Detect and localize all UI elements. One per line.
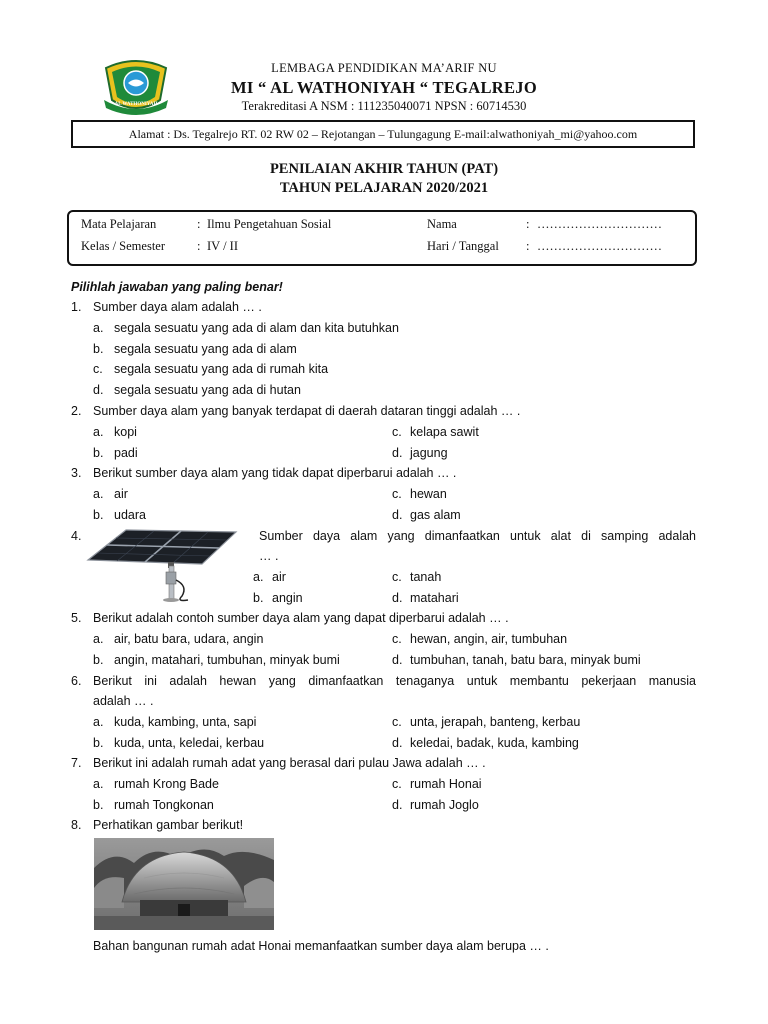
name-colon: :	[526, 217, 530, 231]
address-text: Alamat : Ds. Tegalrejo RT. 02 RW 02 – Rejotangan – Tulungagung E-mail:alwathoniyah_mi@yahoo.com	[128, 127, 638, 141]
option-letter: d.	[392, 446, 403, 460]
subject-label: Mata Pelajaran	[81, 217, 157, 231]
option-letter: a.	[93, 632, 104, 646]
school-name: MI “ AL WATHONIYAH “ TEGALREJO	[231, 78, 537, 97]
option-text[interactable]: air, batu bara, udara, angin	[114, 632, 264, 646]
exam-year: TAHUN PELAJARAN 2020/2021	[279, 180, 489, 196]
question-text: Berikut ini adalah hewan yang dimanfaatkan tenaganya untuk membantu pekerjaan manusia	[93, 674, 696, 688]
name-label: Nama	[427, 217, 457, 231]
question-text: Berikut adalah contoh sumber daya alam yang dapat diperbarui adalah … .	[93, 611, 509, 625]
question-number: 3.	[71, 466, 82, 480]
option-letter: b.	[93, 798, 104, 812]
question-text: Perhatikan gambar berikut!	[93, 818, 244, 832]
question-number: 2.	[71, 404, 82, 418]
option-text[interactable]: hewan, angin, air, tumbuhan	[410, 632, 568, 646]
option-letter: a.	[93, 715, 104, 729]
question-text: Berikut ini adalah rumah adat yang berasal dari pulau Jawa adalah … .	[93, 756, 486, 770]
option-letter: b.	[93, 653, 104, 667]
option-letter: b.	[253, 591, 264, 605]
logo-text: AL WATHONIYAH	[114, 102, 158, 107]
option-text[interactable]: kelapa sawit	[410, 425, 479, 439]
subject-value: Ilmu Pengetahuan Sosial	[207, 217, 332, 231]
option-text[interactable]: matahari	[410, 591, 459, 605]
option-letter: c.	[392, 487, 402, 501]
option-letter: a.	[253, 570, 264, 584]
question-text-cont: adalah … .	[93, 694, 154, 708]
option-letter: d.	[392, 736, 403, 750]
option-letter: d.	[392, 653, 403, 667]
option-letter: a.	[93, 777, 104, 791]
question-number: 4.	[71, 529, 82, 543]
option-text[interactable]: angin, matahari, tumbuhan, minyak bumi	[114, 653, 340, 667]
option-letter: a.	[93, 425, 104, 439]
question-text: Sumber daya alam adalah … .	[93, 300, 262, 314]
question-number: 5.	[71, 611, 82, 625]
name-field[interactable]: …………………………	[537, 217, 662, 231]
honai-house-image	[94, 838, 274, 930]
question-text: Berikut sumber daya alam yang tidak dapat diperbarui adalah … .	[93, 466, 457, 480]
date-label: Hari / Tanggal	[427, 239, 499, 253]
accreditation-line: Terakreditasi A NSM : 111235040071 NPSN : 60714530	[241, 99, 527, 113]
option-letter: d.	[392, 508, 403, 522]
question-number: 8.	[71, 818, 82, 832]
class-value: IV / II	[207, 239, 239, 253]
option-text[interactable]: rumah Joglo	[410, 798, 479, 812]
option-letter: d.	[392, 591, 403, 605]
option-text[interactable]: hewan	[410, 487, 447, 501]
option-text[interactable]: tanah	[410, 570, 442, 584]
option-text[interactable]: gas alam	[410, 508, 461, 522]
question-text-cont: … .	[259, 549, 279, 563]
option-text[interactable]: padi	[114, 446, 138, 460]
option-letter: d.	[392, 798, 403, 812]
option-letter: b.	[93, 508, 104, 522]
option-text[interactable]: angin	[272, 591, 303, 605]
question-number: 7.	[71, 756, 82, 770]
question-follow-up: Bahan bangunan rumah adat Honai memanfaatkan sumber daya alam berupa … .	[93, 939, 549, 953]
option-letter: a.	[93, 487, 104, 501]
institution-name: LEMBAGA PENDIDIKAN MA’ARIF NU	[271, 61, 497, 75]
option-text[interactable]: segala sesuatu yang ada di alam	[114, 342, 297, 356]
option-letter: b.	[93, 736, 104, 750]
address-box	[71, 120, 695, 148]
question-number: 1.	[71, 300, 82, 314]
option-letter: c.	[392, 715, 402, 729]
question-text: Sumber daya alam yang banyak terdapat di daerah dataran tinggi adalah … .	[93, 404, 521, 418]
option-text[interactable]: unta, jerapah, banteng, kerbau	[410, 715, 581, 729]
option-text[interactable]: segala sesuatu yang ada di alam dan kita butuhkan	[114, 321, 399, 335]
question-number: 6.	[71, 674, 82, 688]
option-text[interactable]: rumah Tongkonan	[114, 798, 214, 812]
option-text[interactable]: kuda, unta, keledai, kerbau	[114, 736, 265, 750]
option-text[interactable]: air	[114, 487, 128, 501]
date-colon: :	[526, 239, 530, 253]
option-text[interactable]: keledai, badak, kuda, kambing	[410, 736, 579, 750]
option-text[interactable]: kuda, kambing, unta, sapi	[114, 715, 257, 729]
option-text[interactable]: rumah Krong Bade	[114, 777, 219, 791]
exam-title: PENILAIAN AKHIR TAHUN (PAT)	[269, 161, 499, 177]
subject-colon: :	[197, 217, 201, 231]
solar-panel-image	[86, 526, 238, 606]
option-text[interactable]: segala sesuatu yang ada di hutan	[114, 383, 301, 397]
option-text[interactable]: air	[272, 570, 286, 584]
option-letter: a.	[93, 321, 104, 335]
date-field[interactable]: …………………………	[537, 239, 662, 253]
option-text[interactable]: jagung	[410, 446, 448, 460]
option-letter: c.	[392, 425, 402, 439]
option-letter: c.	[93, 362, 103, 376]
option-letter: c.	[392, 570, 402, 584]
question-text: Sumber daya alam yang dimanfaatkan untuk alat di samping adalah	[259, 529, 696, 543]
option-text[interactable]: kopi	[114, 425, 137, 439]
option-letter: c.	[392, 632, 402, 646]
class-colon: :	[197, 239, 201, 253]
class-label: Kelas / Semester	[81, 239, 166, 253]
option-letter: c.	[392, 777, 402, 791]
option-letter: b.	[93, 342, 104, 356]
option-text[interactable]: segala sesuatu yang ada di rumah kita	[114, 362, 329, 376]
option-letter: b.	[93, 446, 104, 460]
option-letter: d.	[93, 383, 104, 397]
option-text[interactable]: rumah Honai	[410, 777, 482, 791]
option-text[interactable]: udara	[114, 508, 146, 522]
option-text[interactable]: tumbuhan, tanah, batu bara, minyak bumi	[410, 653, 641, 667]
instruction: Pilihlah jawaban yang paling benar!	[71, 280, 283, 294]
